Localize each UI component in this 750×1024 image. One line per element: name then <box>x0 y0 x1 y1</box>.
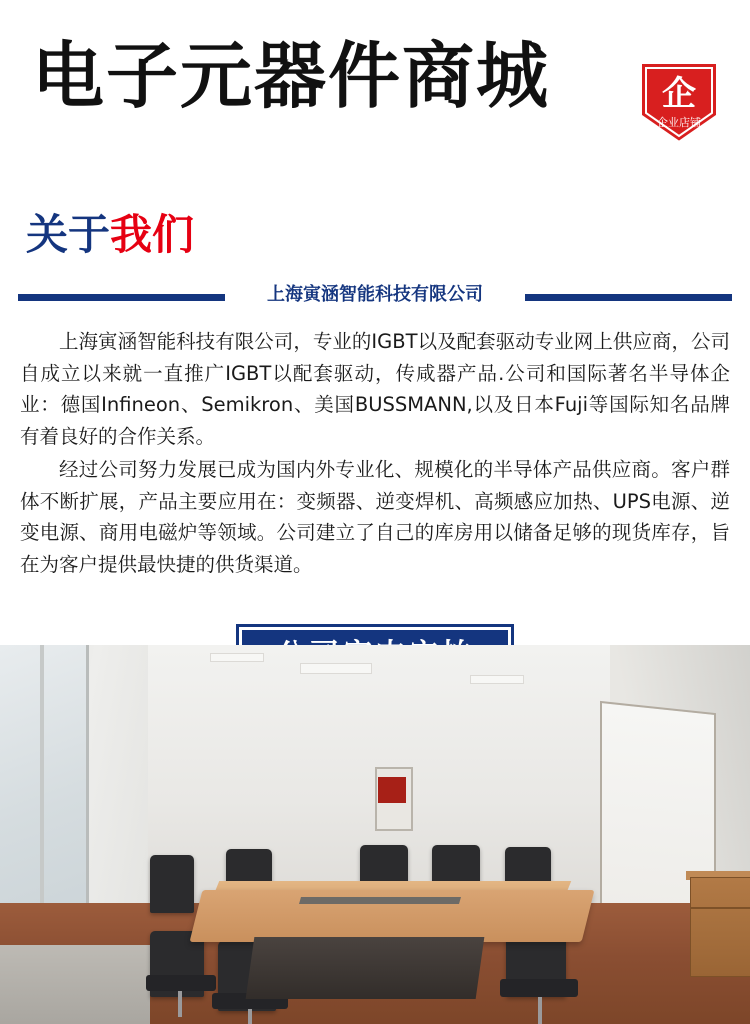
about-paragraph-2: 经过公司努力发展已成为国内外专业化、规模化的半导体产品供应商。客户群体不断扩展，产品主要应用在：变频器、逆变焊机、高频感应加热、UPS电源、逆变电源、商用电磁炉等领域。公司建立了自己的库房用以储备足够的现货库存，旨在为客户提供最快捷的供货渠道。 <box>20 458 730 577</box>
badge-char: 企 <box>662 74 696 114</box>
photo-chair-leg <box>538 997 542 1024</box>
photo-chair-leg <box>248 1009 252 1024</box>
about-heading-part-a: 关于 <box>26 210 111 259</box>
photo-ceiling-light-3 <box>210 653 264 662</box>
photo-table-cable-tray <box>299 897 461 904</box>
photo-ceiling-light-1 <box>300 663 372 674</box>
photo-table-base <box>246 937 485 999</box>
header <box>0 0 750 190</box>
page-title: 电子元器件商城 <box>32 34 551 118</box>
photo-side-cabinet <box>690 877 750 977</box>
badge-label: 企业店铺 <box>657 116 701 129</box>
photo-ceiling-light-2 <box>470 675 524 684</box>
photo-side-cabinet-line <box>690 907 750 909</box>
photo-chair-seat <box>500 979 578 997</box>
photo-fire-equipment <box>378 777 406 803</box>
about-body <box>0 308 750 581</box>
company-name-bar <box>0 282 750 308</box>
about-heading <box>0 210 750 259</box>
company-name: 上海寅涵智能科技有限公司 <box>225 282 525 308</box>
about-heading-part-b: 我们 <box>110 210 195 259</box>
photo-chair-leg <box>178 991 182 1017</box>
enterprise-store-badge <box>636 58 722 146</box>
photo-chair-seat <box>146 975 216 991</box>
photo-floor-tile-left <box>0 945 150 1024</box>
about-paragraph-1: 上海寅涵智能科技有限公司，专业的IGBT以及配套驱动专业网上供应商，公司自成立以来就一直推广IGBT以配套驱动，传咸器产品.公司和国际著名半导体企业：德国Infineon、Semikron、美国BUSSMANN,以及日本Fuji等国际知名品牌有着良好的合作关系。 <box>20 330 730 448</box>
office-photo <box>0 645 750 1024</box>
photo-chair <box>150 855 194 913</box>
